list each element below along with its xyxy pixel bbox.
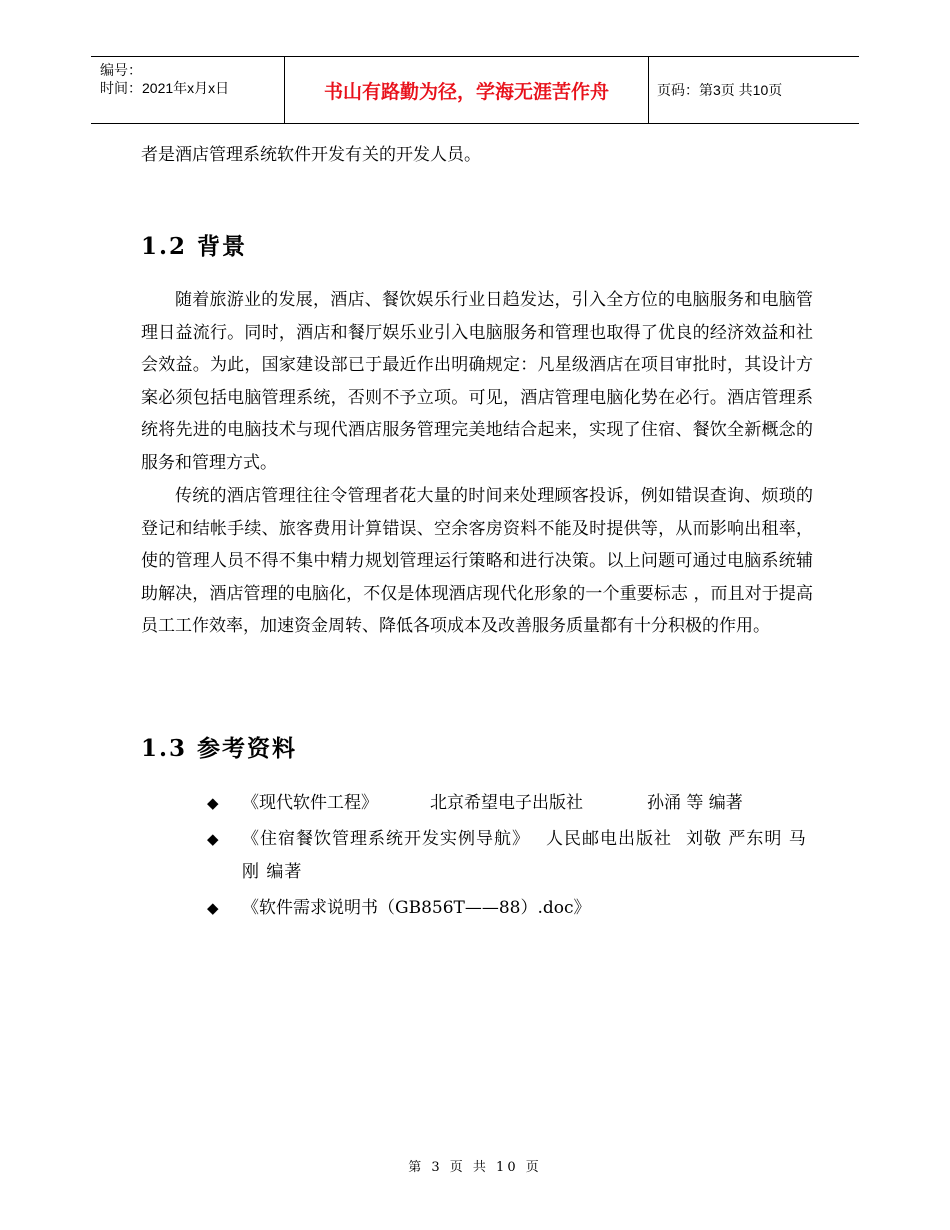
background-paragraph-2: 传统的酒店管理往往令管理者花大量的时间来处理顾客投诉，例如错误查询、烦琐的登记和结帐手续、旅客费用计算错误、空余客房资料不能及时提供等，从而影响出租率，使的管理人员不得不集中精力规划管理运行策略和进行决策。以上问题可通过电脑系统辅助解决，酒店管理的电脑化，不仅是体现酒店现代化形象的一个重要标志 ，而且对于提高员工工作效率，加速资金周转、降低各项成本及改善服务质量都有十分积极的作用。: [141, 486, 813, 637]
reference-list: [207, 787, 817, 928]
reference-publisher: 人民邮电出版社: [546, 829, 672, 849]
list-item: [207, 892, 817, 925]
page-header: [91, 56, 859, 124]
section-heading-background: 1.2 背景: [141, 233, 248, 260]
diamond-bullet-icon: ◆: [207, 899, 219, 917]
intro-line: 者是酒店管理系统软件开发有关的开发人员。: [141, 145, 481, 165]
header-meta: [91, 57, 285, 123]
reference-title: 《现代软件工程》: [242, 793, 378, 813]
diamond-bullet-icon: ◆: [207, 830, 220, 848]
list-item: [207, 787, 817, 820]
time-label: 时间：2021年x月x日: [100, 80, 230, 96]
section-heading-references: 1.3 参考资料: [141, 735, 298, 762]
header-motto: 书山有路勤为径，学海无涯苦作舟: [285, 57, 649, 123]
diamond-bullet-icon: ◆: [207, 794, 219, 812]
list-item: [207, 823, 817, 889]
background-paragraph-1: 随着旅游业的发展，酒店、餐饮娱乐行业日趋发达，引入全方位的电脑服务和电脑管理日益流行。同时，酒店和餐厅娱乐业引入电脑服务和管理也取得了优良的经济效益和社会效益。为此，国家建设部已于最近作出明确规定：凡星级酒店在项目审批时，其设计方案必须包括电脑管理系统，否则不予立项。可见，酒店管理电脑化势在必行。酒店管理系统将先进的电脑技术与现代酒店服务管理完美地结合起来，实现了住宿、餐饮全新概念的服务和管理方式。: [141, 290, 813, 473]
page-footer: 第 3 页 共 10 页: [408, 1160, 542, 1175]
reference-publisher: 北京希望电子出版社: [430, 793, 583, 813]
reference-authors: 孙涌 等 编著: [647, 793, 743, 813]
serial-label: 编号：: [100, 62, 142, 78]
header-page-info: 页码：第3页 共10页: [657, 82, 783, 98]
reference-authors: 刘敬 严东明 马刚 编著: [242, 829, 807, 882]
reference-title: 《软件需求说明书（GB856T——88）.doc》: [242, 898, 591, 918]
reference-title: 《住宿餐饮管理系统开发实例导航》: [242, 829, 530, 849]
